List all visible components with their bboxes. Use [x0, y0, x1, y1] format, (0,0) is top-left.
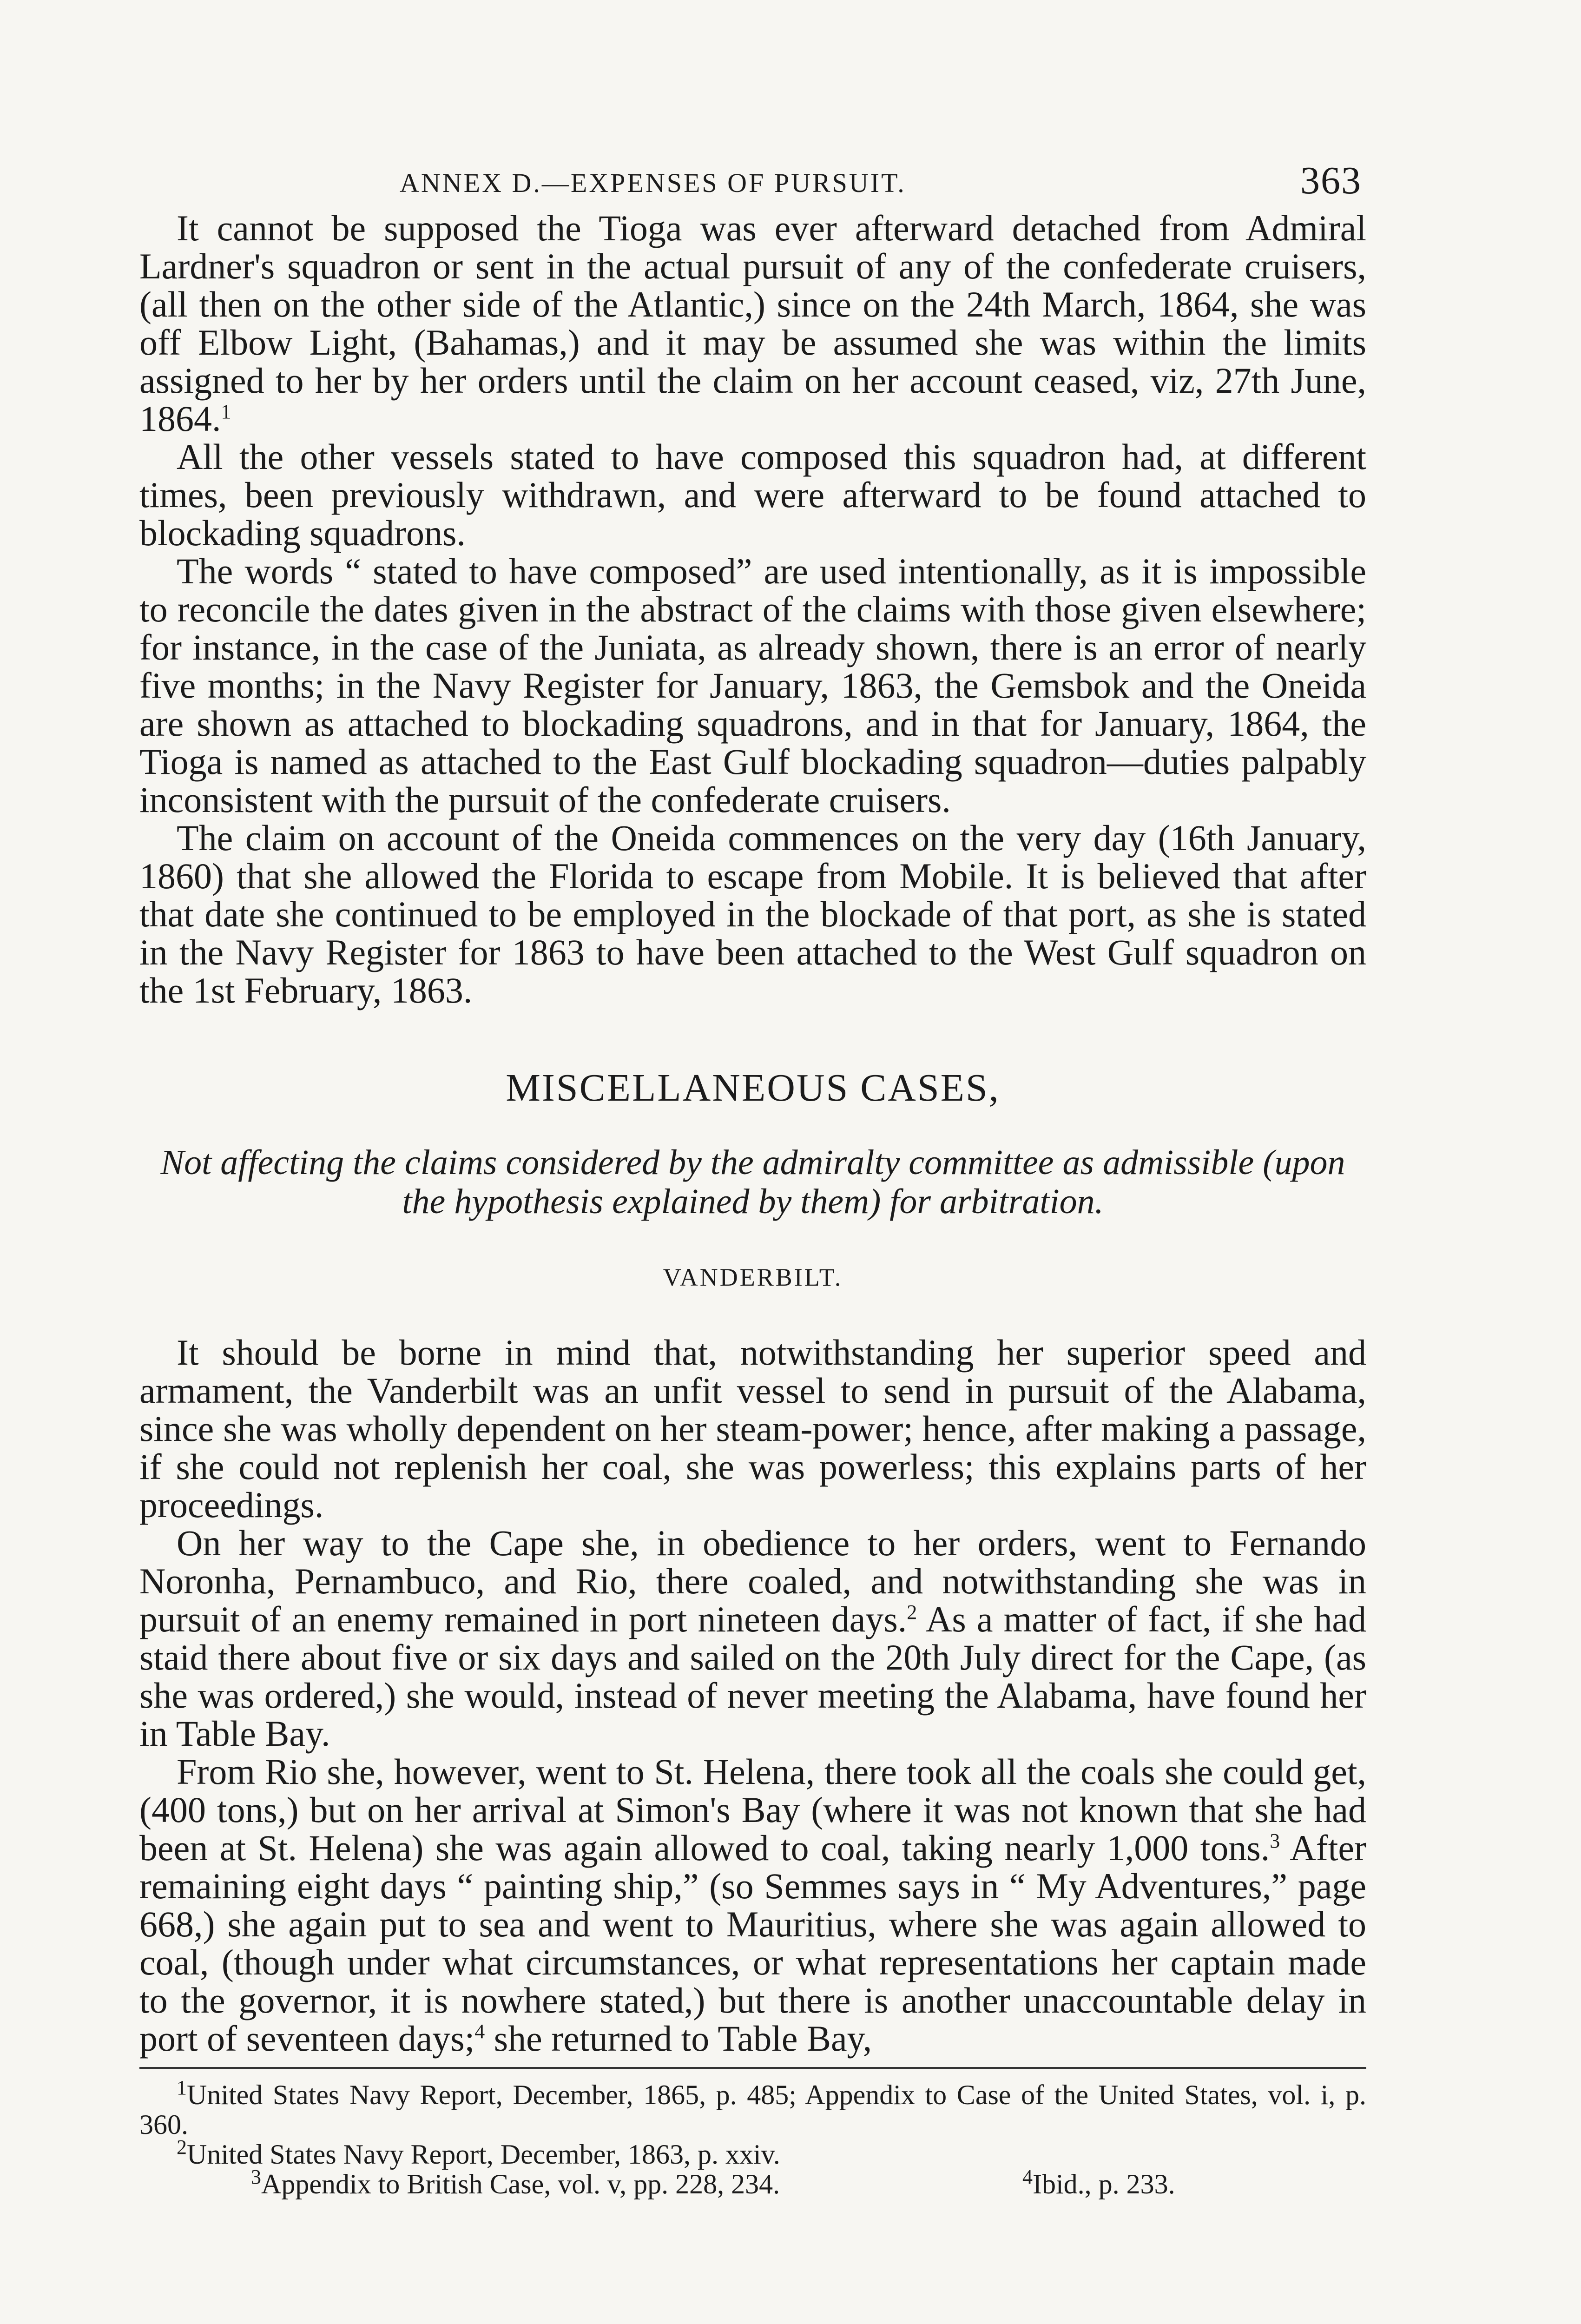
footnote-4: $^4$Ibid., p. 233.: [1022, 2166, 1175, 2199]
footnote-marker-3: 3: [1270, 1829, 1280, 1852]
page-number: 363: [1300, 159, 1362, 202]
footnote-divider: [139, 2067, 1366, 2069]
footnote-marker-1: 1: [221, 400, 231, 423]
paragraph-vanderbilt-st-helena: From Rio she, however, went to St. Helena, there took all the coals she could get, (400 tons,) but on her arrival at Simon's Bay (where it was not known that she had been at St. Helena) she was again allowed to coal, taking nearly 1,000 tons.$^3$ After remaining eight days “ painting ship,” (so Semmes says in “ My Adventures,” page 668,) she again put to sea and went to Mauritius, where she was again allowed to coal, (though under what circumstances, or what representations her captain made to the governor, it is nowhere stated,) but there is another unaccountable delay in port of seventeen days;$^4$ she returned to Table Bay,: [139, 1751, 1366, 2059]
footnote-2: $^2$United States Navy Report, December, 1863, p. xxiv.: [177, 2136, 780, 2170]
section-subtitle: Not affecting the claims considered by the admiralty committee as admissible (upon the hypothesis explained by them) for arbitration.: [160, 1143, 1345, 1221]
paragraph-tioga: It cannot be supposed the Tioga was ever afterward detached from Admiral Lardner's squadron or sent in the actual pursuit of any of the confederate cruisers, (all then on the other side of the Atlantic,) since on the 24th March, 1864, she was off Elbow Light, (Bahamas,) and it may be assumed she was within the limits assigned to her by her orders until the claim on her account ceased, viz, 27th June, 1864.$^1$: [139, 208, 1366, 439]
footnote-1: $^1$United States Navy Report, December, 1865, p. 485; Appendix to Case of the United States, vol. i, p. 360.: [139, 2076, 1366, 2140]
paragraph-vanderbilt-unfit: It should be borne in mind that, notwithstanding her superior speed and armament, the Vanderbilt was an unfit vessel to send in pursuit of the Alabama, since she was wholly dependent on her steam-power; hence, after making a passage, if she could not replenish her coal, she was powerless; this explains parts of her proceedings.: [139, 1332, 1366, 1525]
footnote-row-3-4: [139, 2166, 1366, 2199]
footnote-marker-4: 4: [474, 2020, 485, 2043]
paragraph-stated-composed: The words “ stated to have composed” are used intentionally, as it is impossible to reconcile the dates given in the abstract of the claims with those given elsewhere; for instance, in the case of the Juniata, as already shown, there is an error of nearly five months; in the Navy Register for January, 1863, the Gemsbok and the Oneida are shown as attached to blockading squadrons, and in that for January, 1864, the Tioga is named as attached to the East Gulf blockading squadron—duties palpably inconsistent with the pursuit of the confederate cruisers.: [139, 551, 1366, 820]
paragraph-vanderbilt-cape: On her way to the Cape she, in obedience to her orders, went to Fernando Noronha, Pernambuco, and Rio, there coaled, and notwithstanding she was in pursuit of an enemy remained in port nineteen days.$^2$ As a matter of fact, if she had staid there about five or six days and sailed on the 20th July direct for the Cape, (as she was ordered,) she would, instead of never meeting the Alabama, have found her in Table Bay.: [139, 1523, 1366, 1754]
case-title: VANDERBILT.: [663, 1263, 843, 1291]
running-title: ANNEX D.—EXPENSES OF PURSUIT.: [400, 168, 906, 198]
footnote-3: $^3$Appendix to British Case, vol. v, pp. 228, 234.: [251, 2166, 780, 2199]
section-title: MISCELLANEOUS CASES,: [506, 1066, 1000, 1109]
paragraph-other-vessels: All the other vessels stated to have composed this squadron had, at different times, been previously withdrawn, and were afterward to be found attached to blockading squadrons.: [139, 436, 1366, 553]
paragraph-oneida: The claim on account of the Oneida commences on the very day (16th January, 1860) that she allowed the Florida to escape from Mobile. It is believed that after that date she continued to be employed in the blockade of that port, as she is stated in the Navy Register for 1863 to have been attached to the West Gulf squadron on the 1st February, 1863.: [139, 818, 1366, 1010]
running-header: [139, 158, 1366, 209]
footnote-marker-2: 2: [907, 1601, 917, 1624]
document-page: [139, 158, 1366, 2199]
